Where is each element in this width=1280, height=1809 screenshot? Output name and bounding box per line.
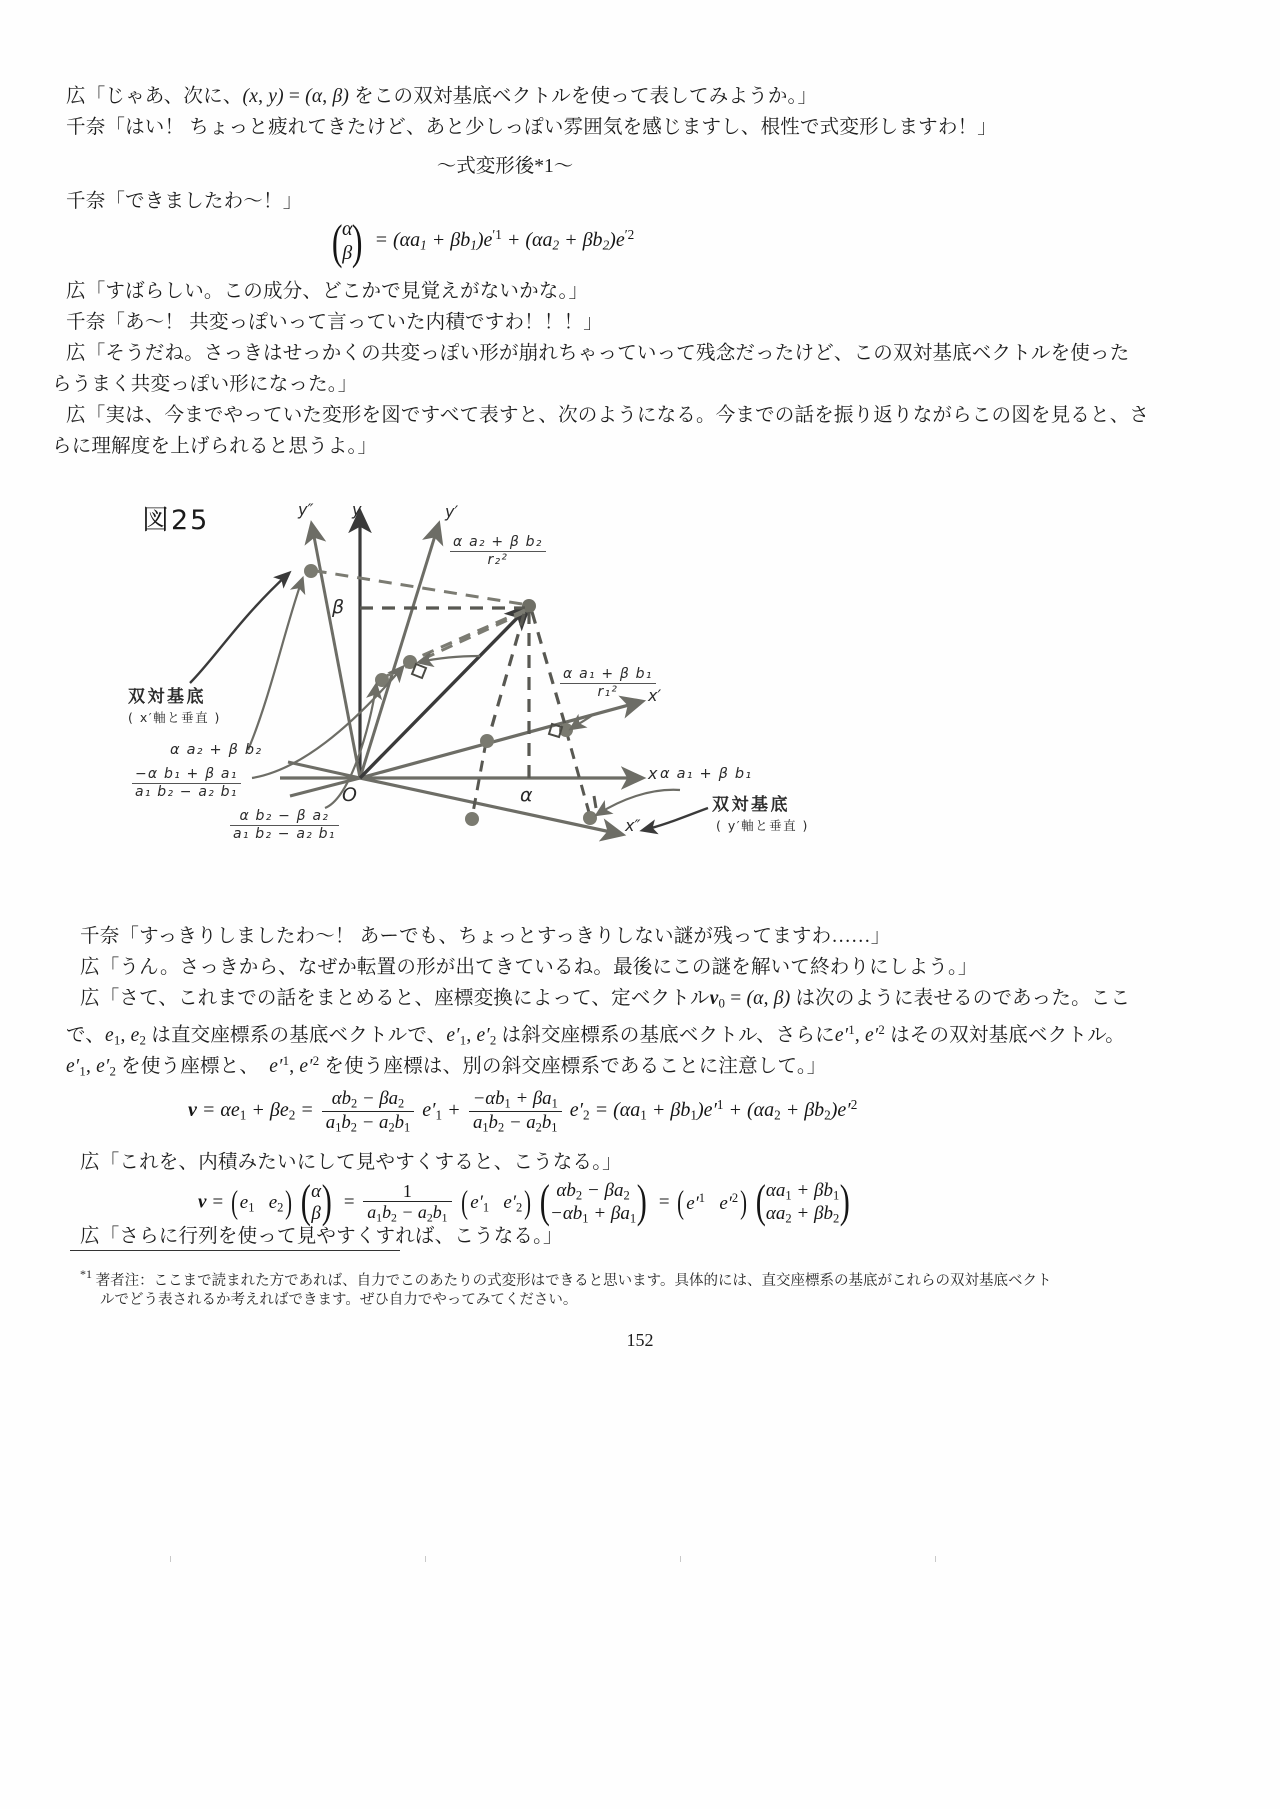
dialogue-line-10: 広「さて、これまでの話をまとめると、座標変換によって、定ベクトル$v_0 = (\alpha$, β) は次のように表せるのであった。ここ xyxy=(80,988,1131,1011)
dialogue-line-10b: は次のように表せるのであった。ここ xyxy=(795,988,1131,1009)
projection-dash-yprime xyxy=(412,610,525,660)
edge-mark-2 xyxy=(425,1556,426,1562)
y-prime-axis-label: y′ xyxy=(445,502,459,521)
dialogue-line-10a: 広「さて、これまでの話をまとめると、座標変換によって、定ベクトル xyxy=(80,988,710,1009)
point-on-ydoubleprime xyxy=(304,564,318,578)
equation-3-col-dual-components: ( $\alpha a_1 + \beta b_1$ $\alpha a_2 + \beta b_2$ ) xyxy=(754,1180,851,1227)
dual-basis-left-title: 双対基底 xyxy=(128,687,206,707)
beta-label: β xyxy=(332,596,345,618)
dash-to-xdoubleprime xyxy=(488,614,524,740)
leader-dual-basis-right xyxy=(644,808,708,830)
dialogue-line-2: 千奈「はい！ ちょっと疲れてきたけど、あと少しっぽい雰囲気を感じますし、根性で式変形しますわ！」 xyxy=(66,117,997,138)
point-on-xdoubleprime xyxy=(583,811,597,825)
alpha-label: α xyxy=(520,784,533,806)
point-on-xdoubleprime-inner xyxy=(465,812,479,826)
dialogue-line-14: 広「さらに行列を使って見やすくすれば、こうなる。」 xyxy=(80,1226,563,1247)
dual-basis-right-note: ( y′軸と垂直 ) xyxy=(716,818,809,833)
label-alpha-a2-beta-b2: α a₂ + β b₂ xyxy=(170,742,263,758)
x-axis-label: x xyxy=(648,764,658,783)
dialogue-line-11d: はその双対基底ベクトル。 xyxy=(890,1025,1125,1047)
dash-lower-left xyxy=(472,742,486,818)
dialogue-line-4: 広「すばらしい。この成分、どこかで見覚えがないかな。」 xyxy=(66,281,589,302)
fraction-left-lower-numerator: α b₂ − β a₂ xyxy=(239,808,330,824)
equation-3-fraction: $\frac{1}{a_1b_2 - a_2b_1}$ xyxy=(363,1181,451,1226)
y-double-prime-axis-label: y″ xyxy=(298,500,314,519)
dialogue-line-6b: らうまく共変っぽい形になった。」 xyxy=(52,374,358,395)
footnote-marker: *1 xyxy=(80,1267,92,1281)
x-double-prime-axis-label: x″ xyxy=(625,816,641,835)
fraction-r1-squared xyxy=(560,666,656,700)
dialogue-line-6a: 広「そうだね。さっきはせっかくの共変っぽい形が崩れちゃっていって残念だったけど、この双対基底ベクトルを使った xyxy=(66,343,1130,364)
transform-marker: 〜式変形後*1〜 xyxy=(436,156,574,177)
equation-3-row-eprime: ( $e'_1$ $e'_2$ ) xyxy=(459,1192,533,1216)
dialogue-line-7a: 広「実は、今までやっていた変形を図ですべて表すと、次のようになる。今までの話を振り返りながらこの図を見ると、さ xyxy=(66,405,1150,426)
fraction-left-upper-numerator: −α b₁ + β a₁ xyxy=(135,766,238,782)
equation-1: ( α β ) = $(\alpha a_1 + \beta b_1)e^{'1} + (\alpha a_2 + \beta b_2)e^{'2}$ xyxy=(330,218,634,265)
equation-3-row-e: ( $e_1$ $e_2$ ) xyxy=(229,1192,295,1216)
x-prime-axis-label: x′ xyxy=(648,686,662,705)
page-number: 152 xyxy=(626,1330,654,1350)
fraction-left-lower xyxy=(230,808,339,842)
dialogue-line-3: 千奈「できましたわ〜！」 xyxy=(66,191,303,212)
equation-1-column-vector: ( α β ) xyxy=(330,218,365,265)
equation-2: $v = \alpha e_1 + \beta e_2$ = $\frac{\alpha b_2 - \beta a_2}{a_1b_2 - a_2b_1}$ $e'_1$ + $\frac{-\alpha b_1 + \beta a_1}{a_1b_2 - a_2b_1}$ $e'_2 = (\alpha a_1 + \beta b_1)e'^1 + (\alpha a_2 + \beta b_2)e'^2$ xyxy=(188,1088,858,1135)
equation-3-row-dual: ( $e'^1$ $e'^2$ ) xyxy=(675,1191,749,1215)
dialogue-line-11b: は直交座標系の基底ベクトルで、 xyxy=(151,1025,447,1047)
dialogue-line-12: $e'_1$, $e'_2$ を使う座標と、 $e'^1$, $e'^2$ を使う座標は、別の斜交座標系であることに注意して。」 xyxy=(66,1054,827,1079)
fraction-left-upper xyxy=(132,766,241,800)
dialogue-line-11c: は斜交座標系の基底ベクトル、さらに xyxy=(501,1025,835,1047)
equation-2-fraction-2: $\frac{-\alpha b_1 + \beta a_1}{a_1b_2 - a_2b_1}$ xyxy=(469,1088,562,1135)
point-on-xprime-inner xyxy=(480,734,494,748)
edge-mark-1 xyxy=(170,1556,171,1562)
dialogue-text: 広「じゃあ、次に、(x, y) = (α, β) をこの双対基底ベクトルを使って表してみようか。」 xyxy=(66,86,818,107)
fraction-r1-denominator: r₁² xyxy=(560,683,656,700)
dialogue-line-12a: を使う座標と、 xyxy=(121,1056,260,1078)
dash-lower-right xyxy=(566,730,590,816)
dialogue-line-11: で、$e_1$, $e_2$ は直交座標系の基底ベクトルで、$e'_1$, $e'_2$ は斜交座標系の基底ベクトル、さらに$e'^1$, $e'^2$ はその双対基底ベクトル。 xyxy=(66,1023,1125,1048)
fraction-r2-squared xyxy=(450,534,546,568)
dialogue-line-1 xyxy=(66,82,817,112)
fraction-r1-numerator: α a₁ + β b₁ xyxy=(563,666,653,682)
x-prime-axis-line xyxy=(360,702,640,778)
y-axis-label: y xyxy=(352,500,362,519)
dialogue-line-13: 広「これを、内積みたいにして見やすくすると、こうなる。」 xyxy=(80,1152,622,1173)
equation-3: v = ( $e_1$ $e_2$ ) ( α β ) = $\frac{1}{a_1b_2 - a_2b_1}$ ( $e'_1$ $e'_2$ ) ( $\alpha b_2 - \beta a_2$ $-\alpha b_1 + \beta a_1$ ) = ( $e'^1$ $e'^2$ ) ( $\alpha a_1 + \beta b_1$ $\alpha a_2 + \beta b_2$ ) xyxy=(198,1180,851,1227)
right-angle-mark-yprime xyxy=(412,664,426,678)
equation-2-fraction-1: $\frac{\alpha b_2 - \beta a_2}{a_1b_2 - a_2b_1}$ xyxy=(322,1088,414,1135)
footnote-line-2: ルでどう表されるか考えればできます。ぜひ自力でやってみてください。 xyxy=(100,1292,578,1308)
footnote-text-1: 著者注：ここまで読まれた方であれば、自力でこのあたりの式変形はできると思います。具体的には、直交座標系の基底がこれらの双対基底ベクト xyxy=(95,1273,1052,1290)
figure-caption: 図25 xyxy=(142,505,210,536)
fraction-left-upper-denominator: a₁ b₂ − a₂ b₁ xyxy=(132,783,241,800)
fraction-r2-denominator: r₂² xyxy=(450,551,546,568)
dual-basis-left-note: ( x′軸と垂直 ) xyxy=(128,710,221,725)
equation-3-col-ab: ( α β ) xyxy=(299,1181,333,1226)
dialogue-line-8: 千奈「すっきりしましたわ〜！ あーでも、ちょっとすっきりしない謎が残ってますわ……」 xyxy=(80,926,891,947)
x-double-prime-axis-negative xyxy=(288,762,360,778)
right-angle-mark-xprime xyxy=(549,724,562,737)
dialogue-line-7b: らに理解度を上げられると思うよ。」 xyxy=(52,436,378,457)
fraction-left-lower-denominator: a₁ b₂ − a₂ b₁ xyxy=(230,825,339,842)
dialogue-line-5: 千奈「あ〜！ 共変っぽいって言っていた内積ですわ！！！」 xyxy=(66,312,603,333)
leader-aa1-bb1 xyxy=(598,790,680,814)
figure-25 xyxy=(120,478,920,878)
y-double-prime-axis-line xyxy=(312,526,360,778)
projection-dash-secondary xyxy=(382,612,525,678)
dialogue-line-12b: を使う座標は、別の斜交座標系であることに注意して。」 xyxy=(324,1056,827,1078)
edge-mark-3 xyxy=(680,1556,681,1562)
tick-stub xyxy=(594,796,596,808)
dual-basis-right-title: 双対基底 xyxy=(712,795,790,815)
dialogue-line-11a: で、 xyxy=(66,1025,106,1047)
equation-3-col-components: ( $\alpha b_2 - \beta a_2$ $-\alpha b_1 + \beta a_1$ ) xyxy=(538,1180,648,1227)
footnote-rule xyxy=(70,1250,400,1251)
origin-label: O xyxy=(342,784,357,806)
fraction-r2-numerator: α a₂ + β b₂ xyxy=(453,534,543,550)
edge-mark-4 xyxy=(935,1556,936,1562)
label-alpha-a1-beta-b1: α a₁ + β b₁ xyxy=(660,766,753,782)
leader-dual-basis-left xyxy=(190,574,288,683)
dialogue-line-9: 広「うん。さっきから、なぜか転置の形が出てきているね。最後にこの謎を解いて終わりにしよう。」 xyxy=(80,957,978,978)
